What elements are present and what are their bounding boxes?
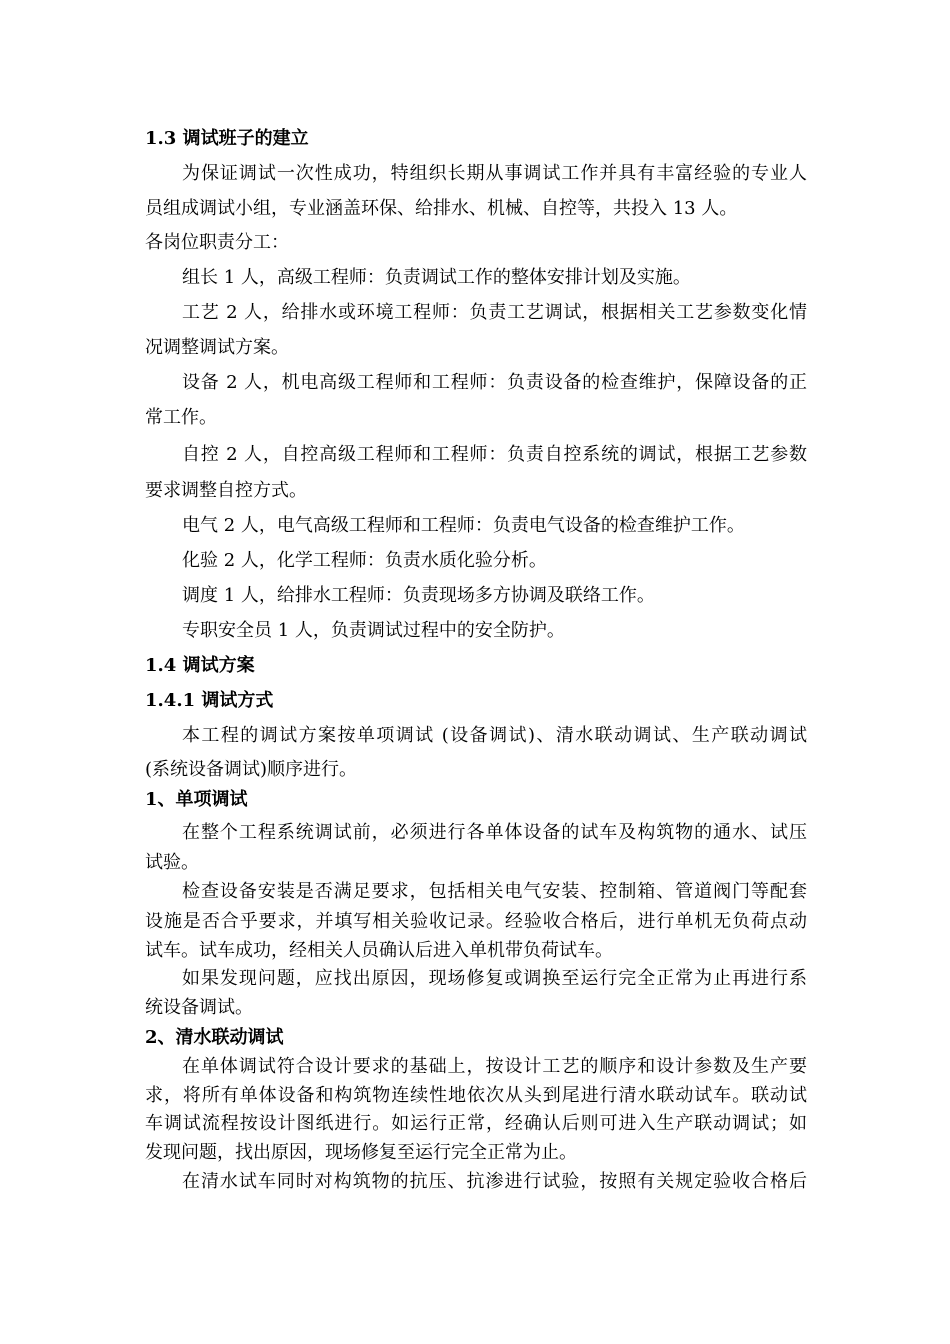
text-line: 在清水试车同时对构筑物的抗压、抗渗进行试验，按照有关规定验收合格后 [182, 1171, 807, 1192]
text-line: 调度 1 人，给排水工程师：负责现场多方协调及联络工作。 [182, 585, 655, 606]
text-line: 车调试流程按设计图纸进行。如运行正常，经确认后则可进入生产联动调试；如 [145, 1113, 807, 1134]
section-heading: 1.3 调试班子的建立 [145, 128, 309, 149]
text-line: 发现问题，找出原因，现场修复至运行完全正常为止。 [145, 1142, 577, 1163]
section-heading: 2、清水联动调试 [145, 1027, 284, 1048]
text-line: 试车。试车成功，经相关人员确认后进入单机带负荷试车。 [145, 940, 613, 961]
text-line: 员组成调试小组，专业涵盖环保、给排水、机械、自控等，共投入 13 人。 [145, 198, 738, 219]
text-line: 常工作。 [145, 407, 217, 428]
section-heading: 1、单项调试 [145, 789, 248, 810]
text-line: 在整个工程系统调试前，必须进行各单体设备的试车及构筑物的通水、试压 [182, 822, 807, 843]
section-heading: 1.4 调试方案 [145, 655, 255, 676]
text-line: 电气 2 人，电气高级工程师和工程师：负责电气设备的检查维护工作。 [182, 515, 745, 536]
text-line: 设备 2 人，机电高级工程师和工程师：负责设备的检查维护，保障设备的正 [182, 372, 807, 393]
text-line: 专职安全员 1 人，负责调试过程中的安全防护。 [182, 620, 565, 641]
text-line: 组长 1 人，高级工程师：负责调试工作的整体安排计划及实施。 [182, 267, 691, 288]
section-heading: 1.4.1 调试方式 [145, 690, 274, 711]
text-line: 求，将所有单体设备和构筑物连续性地依次从头到尾进行清水联动试车。联动试 [145, 1085, 807, 1106]
text-line: 为保证调试一次性成功，特组织长期从事调试工作并具有丰富经验的专业人 [182, 163, 807, 184]
text-line: 检查设备安装是否满足要求，包括相关电气安装、控制箱、管道阀门等配套 [182, 881, 807, 902]
text-line: 自控 2 人，自控高级工程师和工程师：负责自控系统的调试，根据工艺参数 [182, 444, 807, 465]
text-line: 况调整调试方案。 [145, 337, 289, 358]
text-line: 在单体调试符合设计要求的基础上，按设计工艺的顺序和设计参数及生产要 [182, 1056, 807, 1077]
text-line: 如果发现问题，应找出原因，现场修复或调换至运行完全正常为止再进行系 [182, 968, 807, 989]
text-line: 工艺 2 人，给排水或环境工程师：负责工艺调试，根据相关工艺参数变化情 [182, 302, 807, 323]
text-line: 各岗位职责分工： [145, 232, 289, 253]
text-line: 本工程的调试方案按单项调试 (设备调试)、清水联动调试、生产联动调试 [182, 725, 807, 746]
text-line: 化验 2 人，化学工程师：负责水质化验分析。 [182, 550, 547, 571]
text-line: 要求调整自控方式。 [145, 480, 307, 501]
text-line: (系统设备调试)顺序进行。 [145, 759, 358, 780]
text-line: 设施是否合乎要求，并填写相关验收记录。经验收合格后，进行单机无负荷点动 [145, 911, 807, 932]
text-line: 统设备调试。 [145, 997, 253, 1018]
text-line: 试验。 [145, 852, 199, 873]
